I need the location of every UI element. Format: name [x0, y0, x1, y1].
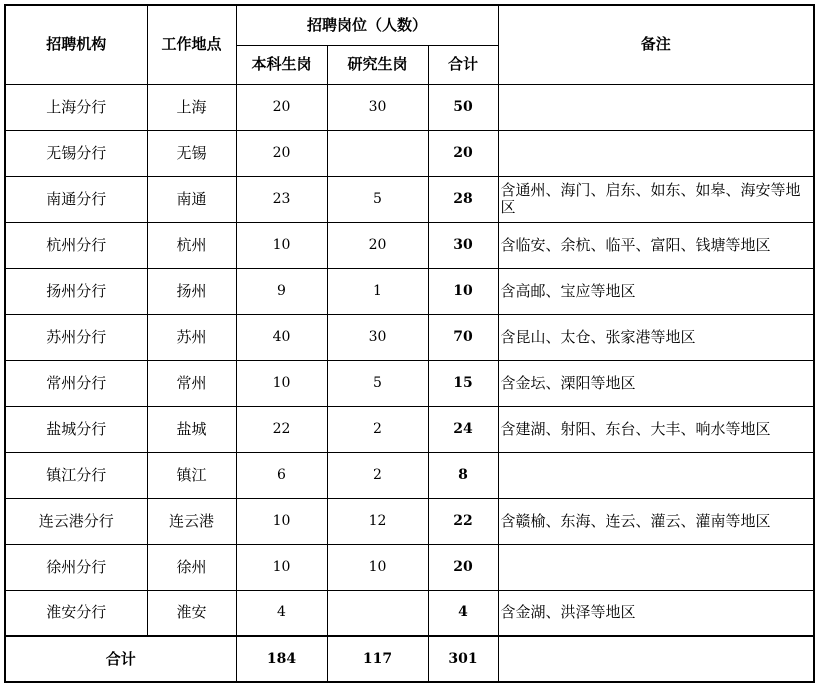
graduate-cell: 30: [327, 84, 428, 130]
org-cell: 上海分行: [5, 84, 147, 130]
total-all: 301: [428, 636, 498, 682]
graduate-cell: [327, 130, 428, 176]
total-graduate: 117: [327, 636, 428, 682]
total-cell: 15: [428, 360, 498, 406]
org-cell: 苏州分行: [5, 314, 147, 360]
note-cell: [498, 84, 814, 130]
header-location: 工作地点: [147, 5, 236, 84]
table-row: [5, 452, 814, 498]
note-cell: 含金坛、溧阳等地区: [498, 360, 814, 406]
graduate-cell: 1: [327, 268, 428, 314]
bachelor-cell: 10: [236, 360, 327, 406]
table-row: [5, 406, 814, 452]
table-row: [5, 130, 814, 176]
bachelor-cell: 10: [236, 498, 327, 544]
table-row: [5, 268, 814, 314]
graduate-cell: 5: [327, 176, 428, 222]
location-cell: 南通: [147, 176, 236, 222]
note-cell: 含金湖、洪泽等地区: [498, 590, 814, 636]
bachelor-cell: 4: [236, 590, 327, 636]
location-cell: 连云港: [147, 498, 236, 544]
note-cell: [498, 130, 814, 176]
total-row: [5, 636, 814, 682]
org-cell: 南通分行: [5, 176, 147, 222]
bachelor-cell: 20: [236, 84, 327, 130]
header-graduate: 研究生岗: [327, 45, 428, 84]
table-row: [5, 222, 814, 268]
org-cell: 徐州分行: [5, 544, 147, 590]
note-cell: 含高邮、宝应等地区: [498, 268, 814, 314]
bachelor-cell: 6: [236, 452, 327, 498]
note-cell: 含临安、余杭、临平、富阳、钱塘等地区: [498, 222, 814, 268]
bachelor-cell: 10: [236, 222, 327, 268]
recruitment-table: [4, 4, 815, 683]
bachelor-cell: 40: [236, 314, 327, 360]
table-row: [5, 498, 814, 544]
total-cell: 8: [428, 452, 498, 498]
table-row: [5, 360, 814, 406]
total-cell: 22: [428, 498, 498, 544]
location-cell: 苏州: [147, 314, 236, 360]
graduate-cell: 2: [327, 406, 428, 452]
graduate-cell: [327, 590, 428, 636]
org-cell: 连云港分行: [5, 498, 147, 544]
location-cell: 镇江: [147, 452, 236, 498]
total-cell: 30: [428, 222, 498, 268]
location-cell: 常州: [147, 360, 236, 406]
location-cell: 扬州: [147, 268, 236, 314]
header-bachelor: 本科生岗: [236, 45, 327, 84]
table-row: [5, 176, 814, 222]
total-cell: 20: [428, 130, 498, 176]
org-cell: 无锡分行: [5, 130, 147, 176]
graduate-cell: 20: [327, 222, 428, 268]
table-row: [5, 84, 814, 130]
total-cell: 4: [428, 590, 498, 636]
header-remarks: 备注: [498, 5, 814, 84]
table-row: [5, 590, 814, 636]
total-cell: 70: [428, 314, 498, 360]
org-cell: 盐城分行: [5, 406, 147, 452]
bachelor-cell: 20: [236, 130, 327, 176]
total-label: 合计: [5, 636, 236, 682]
total-cell: 28: [428, 176, 498, 222]
location-cell: 淮安: [147, 590, 236, 636]
total-bachelor: 184: [236, 636, 327, 682]
org-cell: 扬州分行: [5, 268, 147, 314]
graduate-cell: 5: [327, 360, 428, 406]
note-cell: [498, 544, 814, 590]
header-subtotal: 合计: [428, 45, 498, 84]
org-cell: 镇江分行: [5, 452, 147, 498]
org-cell: 杭州分行: [5, 222, 147, 268]
location-cell: 上海: [147, 84, 236, 130]
graduate-cell: 2: [327, 452, 428, 498]
header-org: 招聘机构: [5, 5, 147, 84]
note-cell: 含通州、海门、启东、如东、如皋、海安等地区: [498, 176, 814, 222]
total-cell: 24: [428, 406, 498, 452]
org-cell: 淮安分行: [5, 590, 147, 636]
table-row: [5, 314, 814, 360]
total-cell: 10: [428, 268, 498, 314]
table-row: [5, 544, 814, 590]
location-cell: 徐州: [147, 544, 236, 590]
bachelor-cell: 22: [236, 406, 327, 452]
bachelor-cell: 23: [236, 176, 327, 222]
total-cell: 20: [428, 544, 498, 590]
note-cell: 含建湖、射阳、东台、大丰、响水等地区: [498, 406, 814, 452]
header-positions: 招聘岗位（人数）: [236, 5, 498, 45]
location-cell: 杭州: [147, 222, 236, 268]
note-cell: 含赣榆、东海、连云、灌云、灌南等地区: [498, 498, 814, 544]
note-cell: [498, 452, 814, 498]
org-cell: 常州分行: [5, 360, 147, 406]
graduate-cell: 30: [327, 314, 428, 360]
graduate-cell: 12: [327, 498, 428, 544]
bachelor-cell: 9: [236, 268, 327, 314]
bachelor-cell: 10: [236, 544, 327, 590]
total-note: [498, 636, 814, 682]
location-cell: 盐城: [147, 406, 236, 452]
total-cell: 50: [428, 84, 498, 130]
location-cell: 无锡: [147, 130, 236, 176]
graduate-cell: 10: [327, 544, 428, 590]
note-cell: 含昆山、太仓、张家港等地区: [498, 314, 814, 360]
